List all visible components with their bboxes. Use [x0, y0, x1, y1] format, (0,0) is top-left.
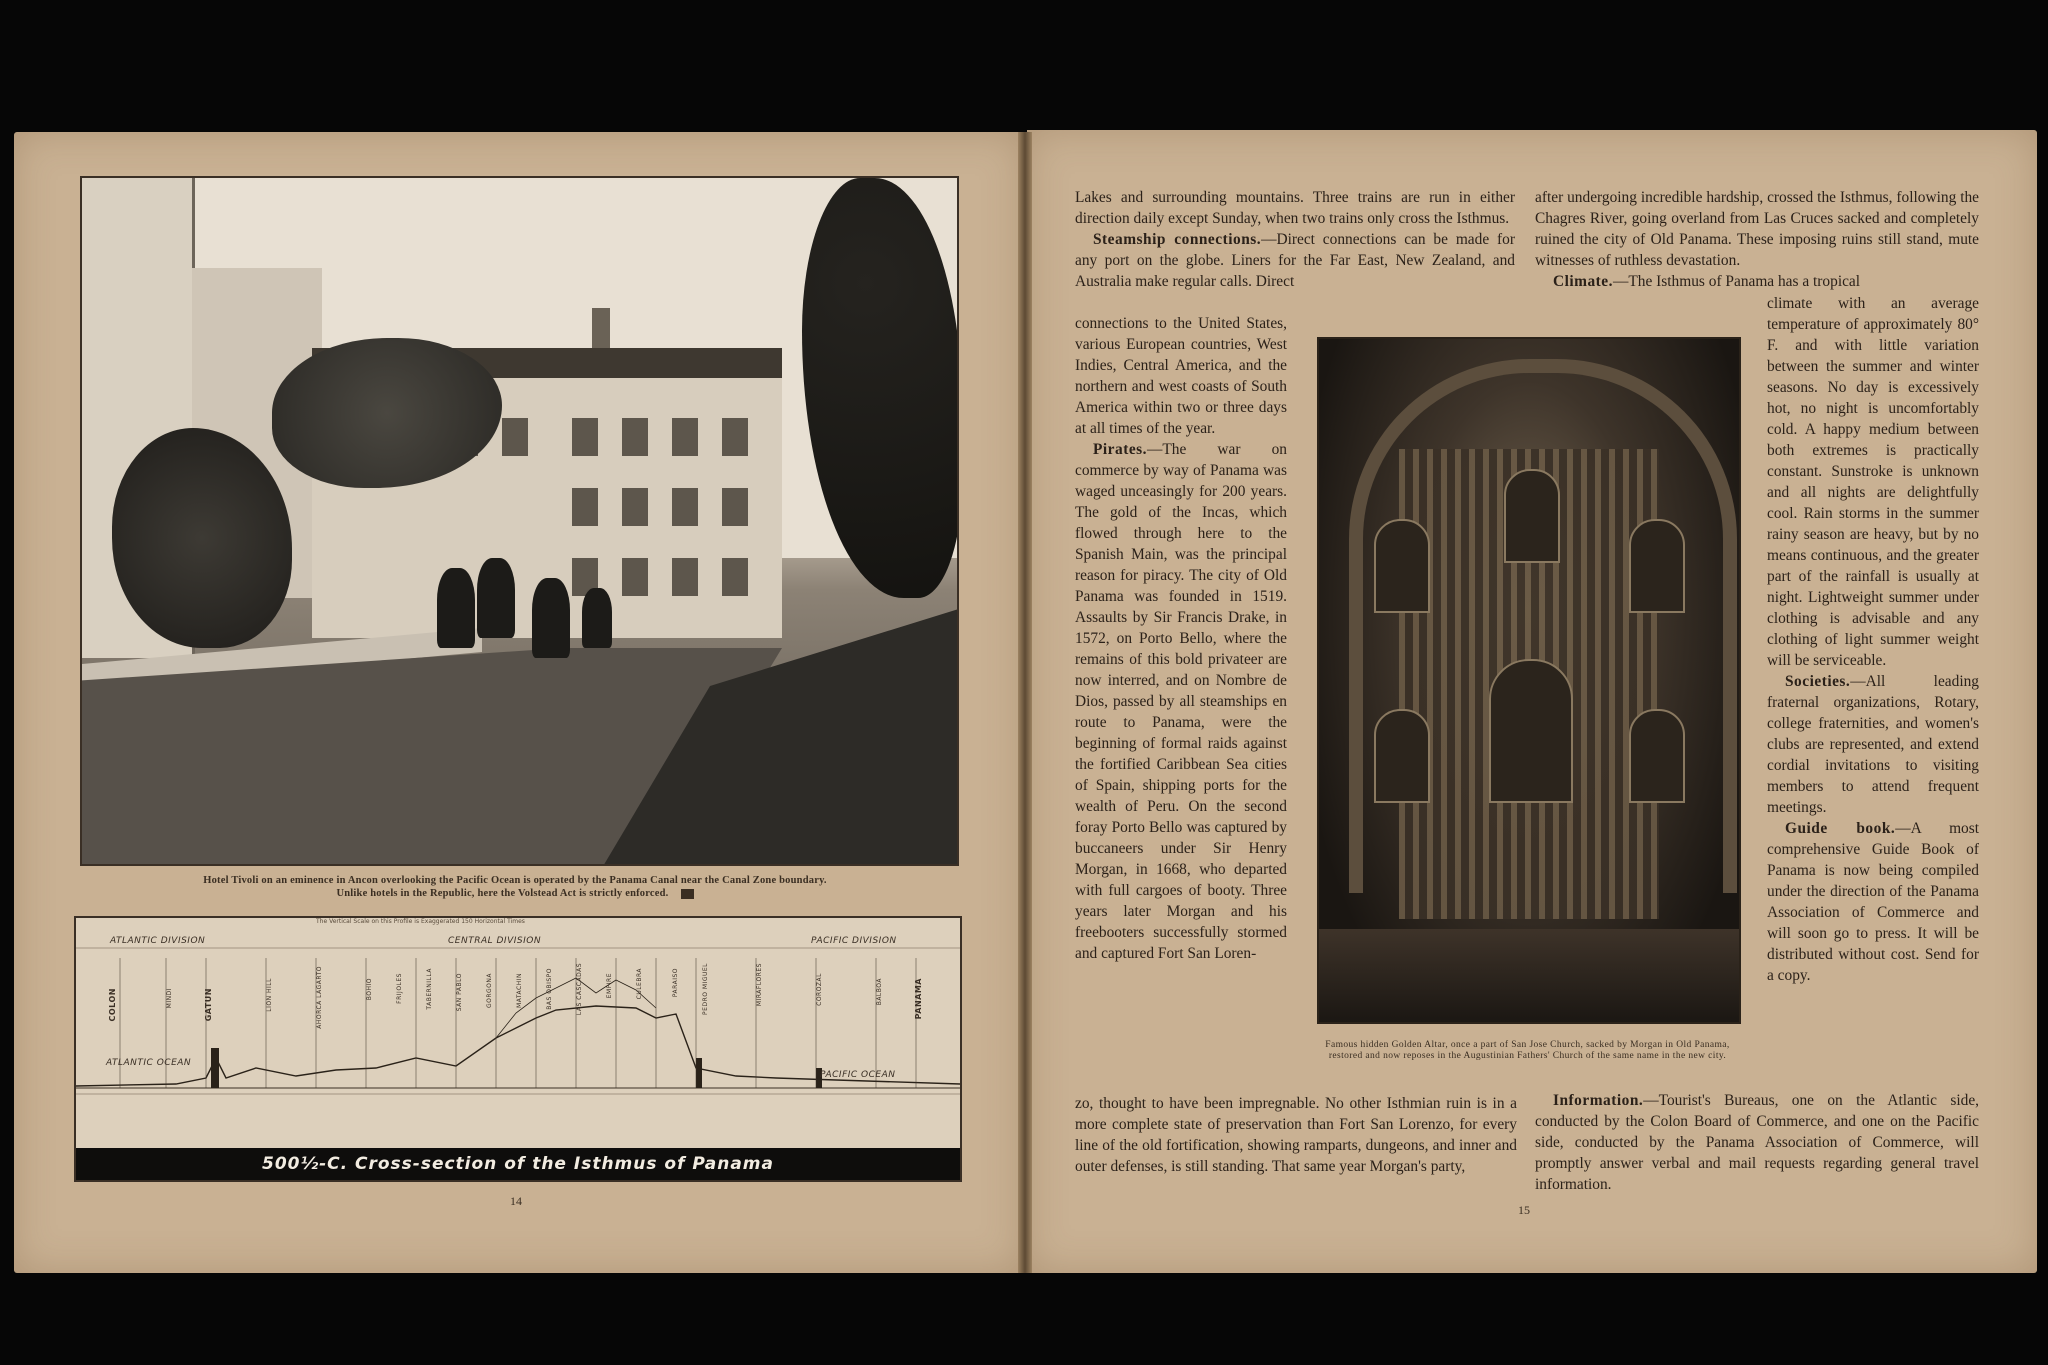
climate-heading: Climate. [1553, 273, 1613, 290]
station-label: BALBOA [876, 978, 883, 1006]
station-label: MATACHIN [516, 973, 523, 1008]
pirates-paragraph [1075, 439, 1287, 964]
pacific-ocean-label: PACIFIC OCEAN [820, 1070, 896, 1080]
station-label: GORGONA [486, 973, 493, 1009]
information-paragraph [1535, 1090, 1979, 1195]
station-label: EMPIRE [606, 973, 613, 999]
pirates-text: —The war on commerce by way of Panama was waged unceasingly for 200 years. The gold of the Incas, which flowed through here to the Spanish Main, was the principal reason for piracy. The city of Old Panama was founded in 1519. Assaults by Sir Francis Drake, in 1572, on Porto Bello, where the remains of this bold privateer are now interred, and on Nombre de Dios, passed by all steamships en route to Panama, were the beginning of formal raids against the fortified Caribbean Sea cities of Spain, shipping ports for the wealth of Peru. On the second foray Porto Bello was captured by buccaneers under Sir Henry Morgan, in 1668, who departed with full cargoes of booty. Three years later Morgan and his freebooters successfully stormed and captured Fort San Loren- [1075, 441, 1287, 962]
guide-book-text: —A most comprehensive Guide Book of Panama is now being compiled under the direction of the Panama Association of Commerce and will soon go to press. It will be distributed without cost. Send for a copy. [1767, 820, 1979, 984]
station-label: COLON [108, 988, 117, 1022]
pacific-division-label: PACIFIC DIVISION [811, 936, 897, 946]
cross-section-scale-note: The Vertical Scale on this Profile is Exaggerated 150 Horizontal Times [316, 918, 525, 925]
climate-paragraph-continued: climate with an average temperature of approximately 80° F. and with little variation between the summer and winter seasons. No day is excessively hot, no night is uncomfortably cold. A happy medium between both extremes is practically constant. Sunstroke is unknown and all nights are delightfully cool. Rain storms in the summer rainy season are heavy, but by no means continuous, and the greater part of the rainfall is usually at night. Lightweight summer under clothing is advisable and any clothing of light summer weight will be serviceable. [1767, 295, 1979, 669]
information-heading: Information. [1553, 1092, 1644, 1109]
steamship-text-wide: —Direct connections can be made for any port on the globe. Liners for the Far East, New Zealand, and Australia make regular calls. Direct [1075, 231, 1515, 290]
camera-icon [681, 889, 694, 899]
societies-text: —All leading fraternal organizations, Rotary, college fraternities, and women's clubs are represented, and extend cordial invitations to visiting members to attend frequent meetings. [1767, 673, 1979, 816]
societies-heading: Societies. [1785, 673, 1851, 690]
station-label: MINDI [166, 988, 173, 1009]
page-number-left: 14 [510, 1194, 522, 1208]
climate-paragraph-start [1535, 271, 1979, 292]
book-gutter [1018, 132, 1032, 1273]
cross-section-profile [76, 918, 960, 1148]
station-label: SAN PABLO [456, 973, 463, 1012]
steamship-pirates-narrow-column [1075, 313, 1287, 964]
altar-photo-caption: Famous hidden Golden Altar, once a part of San Jose Church, sacked by Morgan in Old Panama, restored and now reposes in the Augustinian Fathers' Church of the same name in the new city. [1325, 1040, 1730, 1061]
atlantic-ocean-label: ATLANTIC OCEAN [106, 1058, 192, 1068]
old-panama-section [1535, 187, 1979, 292]
station-label: AHORCA LAGARTO [316, 966, 323, 1029]
station-label: LION HILL [266, 978, 273, 1012]
steamship-section [1075, 187, 1515, 292]
station-label: PANAMA [914, 978, 923, 1020]
old-panama-paragraph: after undergoing incredible hardship, crossed the Isthmus, following the Chagres River, going overland from Las Cruces sacked and completely ruined the city of Old Panama. These imposing ruins still stand, mute witnesses of ruthless devastation. [1535, 189, 1979, 269]
isthmus-cross-section [74, 916, 962, 1182]
atlantic-division-label: ATLANTIC DIVISION [110, 936, 206, 946]
station-label: PEDRO MIGUEL [702, 963, 709, 1015]
station-label: MIRAFLORES [756, 963, 763, 1007]
cross-section-title: 500½-C. Cross-section of the Isthmus of Panama [76, 1148, 960, 1180]
station-label: PARAISO [672, 968, 679, 998]
golden-altar-photo [1317, 337, 1741, 1024]
information-section [1535, 1090, 1979, 1195]
steamship-paragraph-start [1075, 229, 1515, 292]
climate-text-wide: —The Isthmus of Panama has a tropical [1613, 273, 1861, 290]
station-label: GATUN [204, 988, 213, 1022]
information-text: —Tourist's Bureaus, one on the Atlantic side, conducted by the Colon Board of Commerce, and one on the Pacific side, conducted by the Panama Association of Commerce, will promptly answer verbal and mail requests regarding general travel information. [1535, 1092, 1979, 1193]
steamship-paragraph-continued: connections to the United States, various European countries, West Indies, Central America, and the northern and west coasts of South America within two or three days at all times of the year. [1075, 315, 1287, 437]
station-label: FRIJOLES [396, 973, 403, 1004]
hotel-caption-line-1: Hotel Tivoli on an eminence in Ancon overlooking the Pacific Ocean is operated by the Panama Canal near the Canal Zone boundary. [203, 875, 827, 886]
trains-paragraph: Lakes and surrounding mountains. Three trains are run in either direction daily except Sunday, when two trains only cross the Isthmus. [1075, 189, 1515, 227]
station-label: BOHIO [366, 978, 373, 1001]
climate-societies-guide-column [1767, 293, 1979, 986]
hotel-caption-line-2: Unlike hotels in the Republic, here the Volstead Act is strictly enforced. [120, 887, 910, 900]
station-label: COROZAL [816, 973, 823, 1006]
station-label: LAS CASCADAS [576, 963, 583, 1016]
guide-book-heading: Guide book. [1785, 820, 1896, 837]
page-number-right: 15 [1518, 1203, 1530, 1217]
hotel-tivoli-photo [80, 176, 959, 866]
hotel-photo-caption [120, 874, 910, 900]
steamship-heading: Steamship connections. [1093, 231, 1262, 248]
societies-paragraph [1767, 671, 1979, 818]
pirates-heading: Pirates. [1093, 441, 1147, 458]
station-label: TABERNILLA [426, 968, 433, 1010]
pirates-paragraph-continued: zo, thought to have been impregnable. No other Isthmian ruin is in a more complete state of preservation than Fort San Lorenzo, for every line of the old fortification, showing ramparts, dungeons, and inner and outer defenses, is still standing. That same year Morgan's party, [1075, 1095, 1517, 1175]
central-division-label: CENTRAL DIVISION [448, 936, 542, 946]
station-label: BAS OBISPO [546, 968, 553, 1010]
pirates-continued-wide [1075, 1093, 1517, 1177]
guide-book-paragraph [1767, 818, 1979, 986]
station-label: CULEBRA [636, 968, 643, 1000]
